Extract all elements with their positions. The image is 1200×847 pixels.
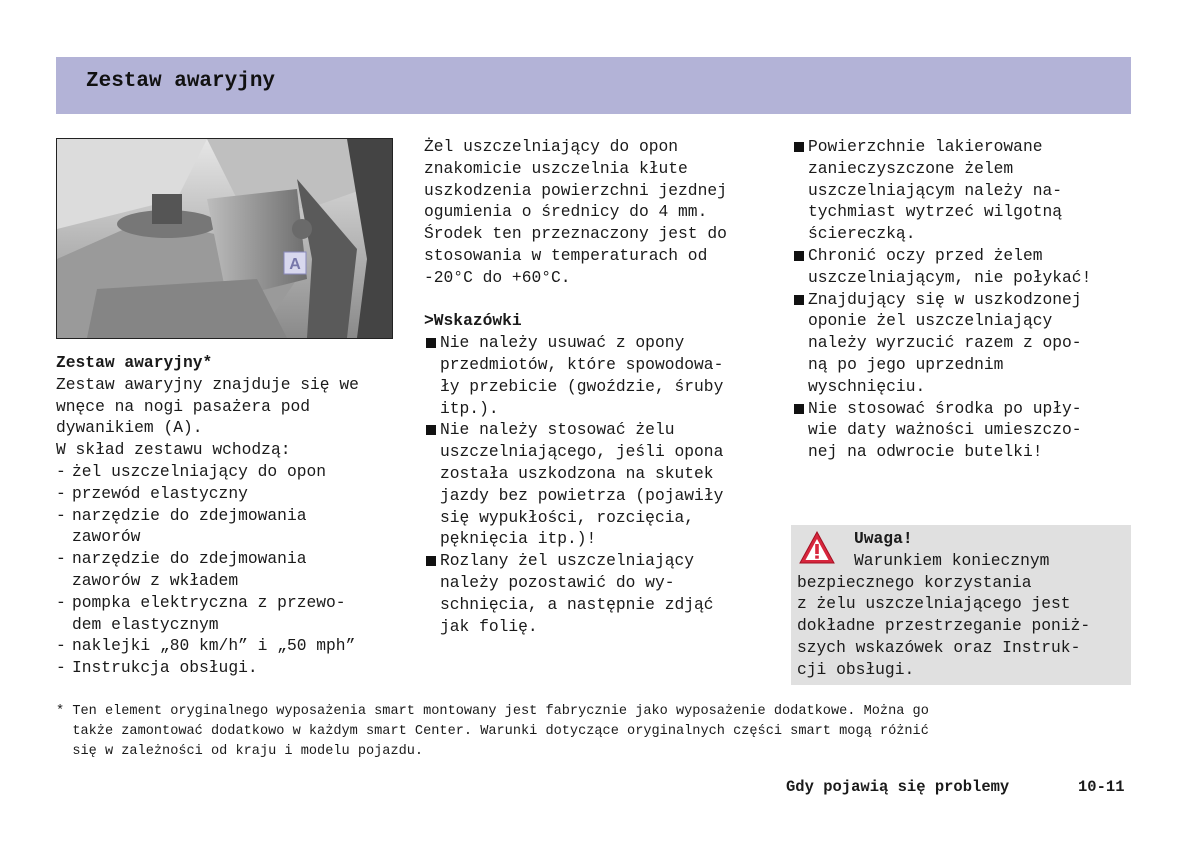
bullet-line: należy wyrzucić razem z opo- [808, 333, 1082, 353]
intro-line: wnęce na nogi pasażera pod [56, 396, 311, 416]
square-bullet-icon [426, 338, 436, 348]
bullet-line: Nie należy stosować żelu [440, 420, 675, 440]
paragraph-line: ogumienia o średnicy do 4 mm. [424, 202, 708, 222]
square-bullet-icon [794, 295, 804, 305]
list-item-line: zaworów [72, 527, 141, 547]
dash-marker: - [56, 658, 66, 678]
list-item [56, 592, 401, 636]
footnote-line: także zamontować dodatkowo w każdym smart Center. Warunki dotyczące oryginalnych części smart mogą różnić [56, 724, 929, 739]
paragraph-line: stosowania w temperaturach od [424, 245, 708, 265]
square-bullet-icon [426, 556, 436, 566]
list-item-line: żel uszczelniający do opon [72, 461, 327, 481]
square-bullet-icon [794, 142, 804, 152]
list-item [56, 635, 401, 657]
sealant-info-column [424, 136, 769, 637]
warning-line: z żelu uszczelniającego jest [797, 594, 1071, 614]
list-item [56, 505, 401, 549]
bullet-line: ną po jego uprzednim [808, 354, 1004, 374]
bullet-line: Chronić oczy przed żelem [808, 245, 1043, 265]
bullet-line: jazdy bez powietrza (pojawiły [440, 485, 724, 505]
warning-line: szych wskazówek oraz Instruk- [797, 637, 1081, 657]
dash-marker: - [56, 483, 66, 503]
bullet-line: oponie żel uszczelniający [808, 311, 1053, 331]
bullet-line: wie daty ważności umieszczo- [808, 420, 1082, 440]
bullet-line: ły przebicie (gwoździe, śruby [440, 376, 724, 396]
page-number: 10-11 [1078, 778, 1125, 796]
bullet-line: Nie należy usuwać z opony [440, 333, 685, 353]
list-item [56, 548, 401, 592]
bullet-line: należy pozostawić do wy- [440, 572, 675, 592]
bullet-line: nej na odwrocie butelki! [808, 442, 1043, 462]
bullet-item [424, 550, 769, 637]
bullet-item [792, 398, 1132, 463]
list-item [56, 657, 401, 679]
dash-marker: - [56, 549, 66, 569]
bullet-line: uszczelniającym należy na- [808, 180, 1063, 200]
page-title: Zestaw awaryjny [86, 70, 276, 93]
dash-marker: - [56, 505, 66, 525]
list-item-line: pompka elektryczna z przewo- [72, 592, 346, 612]
bullet-item [792, 245, 1132, 289]
bullet-line: jak folię. [440, 616, 538, 636]
square-bullet-icon [426, 425, 436, 435]
warning-line: dokładne przestrzeganie poniż- [797, 616, 1091, 636]
bullet-line: uszczelniającym, nie połykać! [808, 267, 1092, 287]
bullet-line: Nie stosować środka po upły- [808, 398, 1082, 418]
warning-line: bezpiecznego korzystania [797, 572, 1032, 592]
bullet-line: tychmiast wytrzeć wilgotną [808, 202, 1063, 222]
list-item-line: dem elastycznym [72, 614, 219, 634]
section-header-band [56, 57, 1131, 114]
warning-box [791, 525, 1131, 685]
bullet-line: Rozlany żel uszczelniający [440, 551, 695, 571]
bullet-line: schnięcia, a następnie zdjąć [440, 594, 714, 614]
warning-line: Warunkiem koniecznym [854, 550, 1050, 570]
bullet-line: pęknięcia itp.)! [440, 529, 597, 549]
tips-heading: >Wskazówki [424, 311, 522, 331]
photo-callout-label: A [289, 256, 301, 273]
paragraph-line: uszkodzenia powierzchni jezdnej [424, 180, 727, 200]
list-item [56, 461, 401, 483]
bullet-line: przedmiotów, które spowodowa- [440, 354, 724, 374]
footer-section-title: Gdy pojawią się problemy [786, 778, 1010, 796]
bullet-line: itp.). [440, 398, 499, 418]
bullet-line: ściereczką. [808, 224, 916, 244]
intro-line: W skład zestawu wchodzą: [56, 440, 291, 460]
paragraph-line: Żel uszczelniający do opon [424, 137, 679, 156]
kit-heading: Zestaw awaryjny* [56, 353, 213, 372]
bullet-line: Powierzchnie lakierowane [808, 137, 1043, 156]
bullet-line: uszczelniającego, jeśli opona [440, 442, 724, 462]
bullet-item [424, 419, 769, 550]
bullet-item [792, 136, 1132, 245]
intro-line: Zestaw awaryjny znajduje się we [56, 374, 359, 394]
bullet-line: zanieczyszczone żelem [808, 158, 1014, 178]
footnote-line: się w zależności od kraju i modelu pojazdu. [56, 744, 424, 759]
bullet-line: została uszkodzona na skutek [440, 463, 714, 483]
footnote [56, 702, 1136, 762]
bullet-item [424, 332, 769, 419]
kit-contents-column [56, 352, 401, 679]
bullet-line: się wypukłości, rozcięcia, [440, 507, 695, 527]
list-item-line: naklejki „80 km/h” i „50 mph” [72, 636, 356, 656]
warning-line: cji obsługi. [797, 659, 915, 679]
footnote-line: * Ten element oryginalnego wyposażenia smart montowany jest fabrycznie jako wyposażenie dodatkowe. Można go [56, 704, 929, 719]
square-bullet-icon [794, 404, 804, 414]
list-item-line: narzędzie do zdejmowania [72, 505, 307, 525]
footwell-photo [56, 138, 393, 339]
list-item-line: narzędzie do zdejmowania [72, 549, 307, 569]
paragraph-line: znakomicie uszczelnia kłute [424, 158, 688, 178]
list-item-line: zaworów z wkładem [72, 570, 239, 590]
bullet-line: wyschnięciu. [808, 376, 926, 396]
warning-title: Uwaga! [854, 529, 913, 548]
paragraph-line: -20°C do +60°C. [424, 267, 571, 287]
intro-line: dywanikiem (A). [56, 418, 203, 438]
list-item-line: przewód elastyczny [72, 483, 248, 503]
bullet-line: Znajdujący się w uszkodzonej [808, 289, 1082, 309]
dash-marker: - [56, 592, 66, 612]
precautions-column [792, 136, 1132, 463]
list-item-line: Instrukcja obsługi. [72, 658, 258, 678]
dash-marker: - [56, 636, 66, 656]
paragraph-line: Środek ten przeznaczony jest do [424, 224, 727, 244]
warning-text [797, 528, 1127, 681]
list-item [56, 483, 401, 505]
bullet-item [792, 289, 1132, 398]
dash-marker: - [56, 461, 66, 481]
square-bullet-icon [794, 251, 804, 261]
